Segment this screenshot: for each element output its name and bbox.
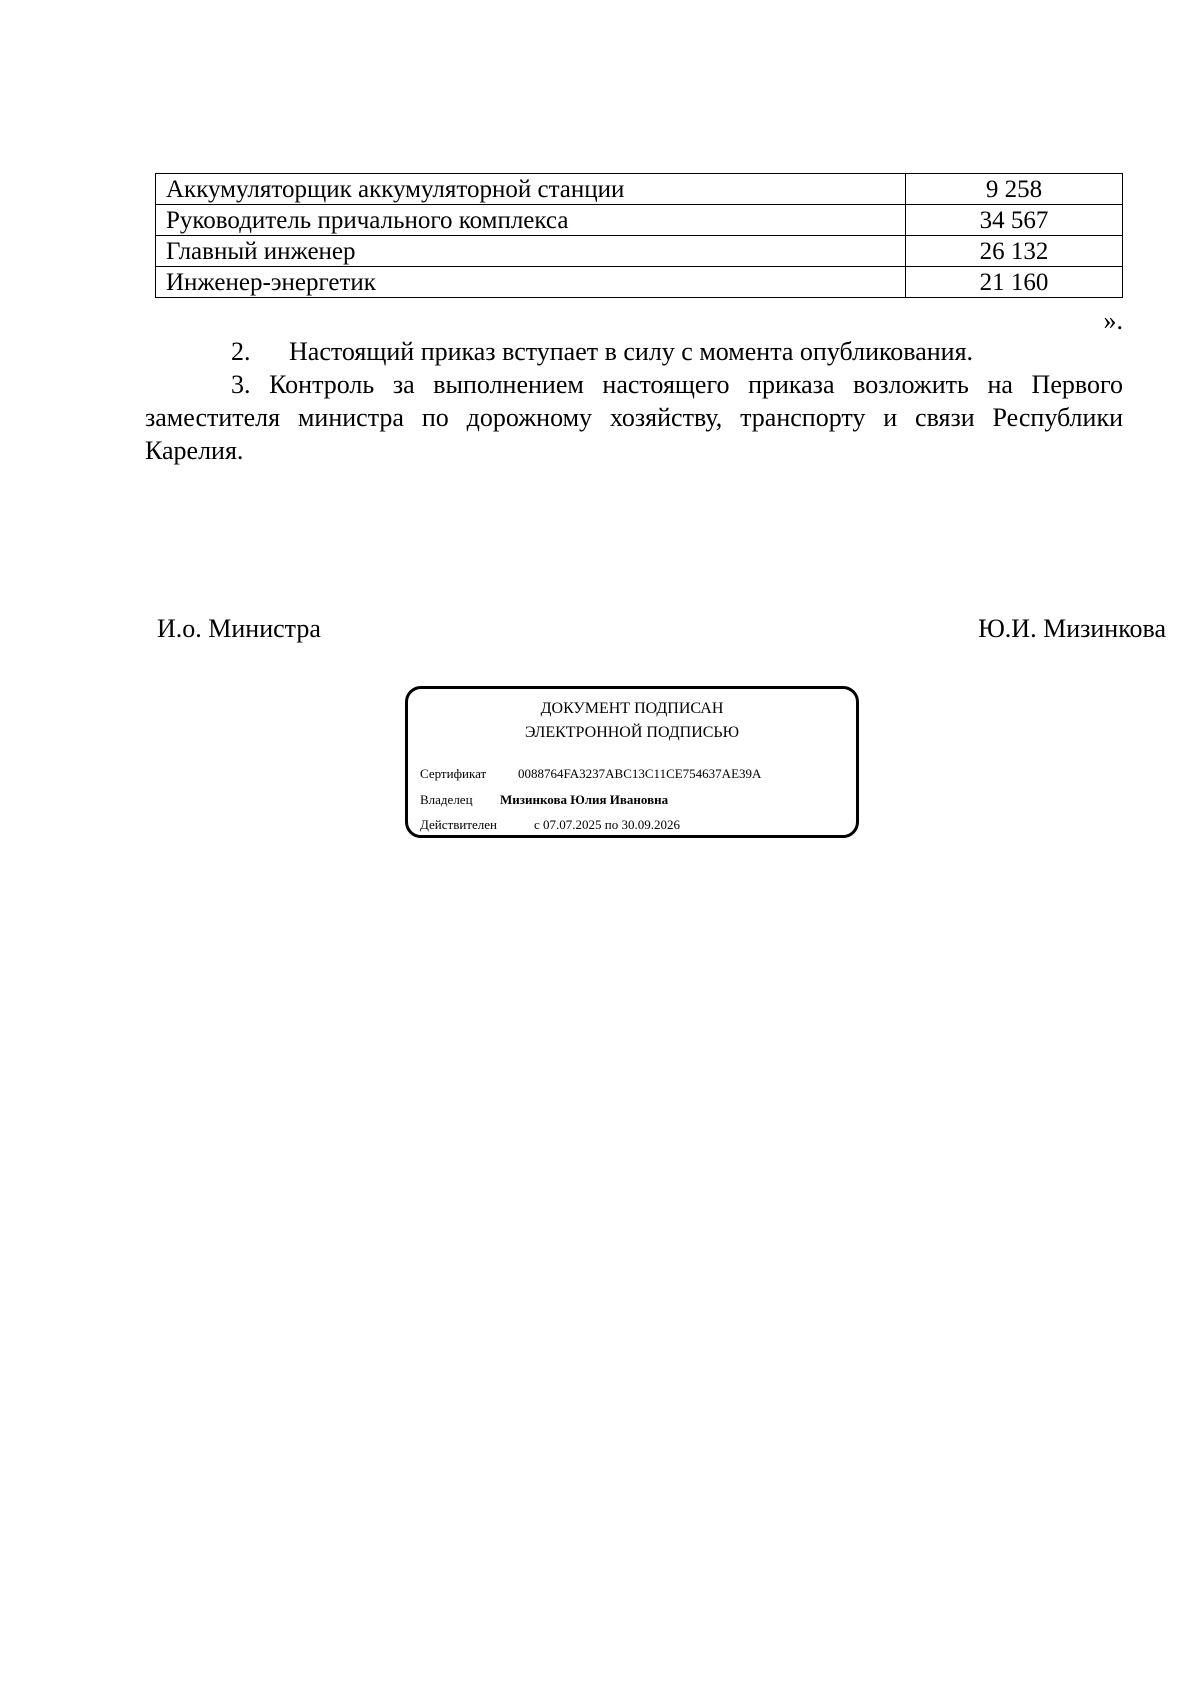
stamp-title-line2: ЭЛЕКТРОННОЙ ПОДПИСЬЮ <box>524 724 740 741</box>
e-signature-stamp <box>405 686 859 838</box>
table-row <box>156 236 1123 267</box>
paragraph-3: 3. Контроль за выполнением настоящего приказа возложить на Первого заместителя министра по дорожному хозяйству, транспорту и связи Республики Карелия. <box>145 370 1123 465</box>
closing-quote: ». <box>1103 306 1123 335</box>
salary-cell: 26 132 <box>906 236 1123 267</box>
certificate-label: Сертификат <box>420 766 487 781</box>
owner-label: Владелец <box>420 792 473 807</box>
paragraph-2-number: 2. <box>231 337 251 366</box>
stamp-title-line1: ДОКУМЕНТ ПОДПИСАН <box>540 700 724 717</box>
table-row <box>156 205 1123 236</box>
salary-cell: 21 160 <box>906 267 1123 298</box>
stamp-validity-row <box>420 817 680 833</box>
salary-table <box>155 173 1123 298</box>
paragraph-2 <box>145 335 1123 368</box>
paragraph-2-text: Настоящий приказ вступает в силу с момента опубликования. <box>289 337 974 366</box>
owner-value: Мизинкова Юлия Ивановна <box>500 792 669 807</box>
table-row <box>156 267 1123 298</box>
validity-label: Действителен <box>420 817 497 832</box>
signatory-title: И.о. Министра <box>157 614 321 643</box>
salary-cell: 9 258 <box>906 174 1123 205</box>
position-cell: Инженер-энергетик <box>156 267 906 298</box>
position-cell: Главный инженер <box>156 236 906 267</box>
stamp-certificate-row <box>420 766 761 782</box>
certificate-value: 0088764FA3237ABC13C11CE754637AE39A <box>518 766 762 781</box>
validity-value: с 07.07.2025 по 30.09.2026 <box>534 817 680 832</box>
position-cell: Руководитель причального комплекса <box>156 205 906 236</box>
position-cell: Аккумуляторщик аккумуляторной станции <box>156 174 906 205</box>
signatory-name: Ю.И. Мизинкова <box>978 614 1166 643</box>
table-row <box>156 174 1123 205</box>
stamp-owner-row <box>420 792 668 808</box>
salary-cell: 34 567 <box>906 205 1123 236</box>
